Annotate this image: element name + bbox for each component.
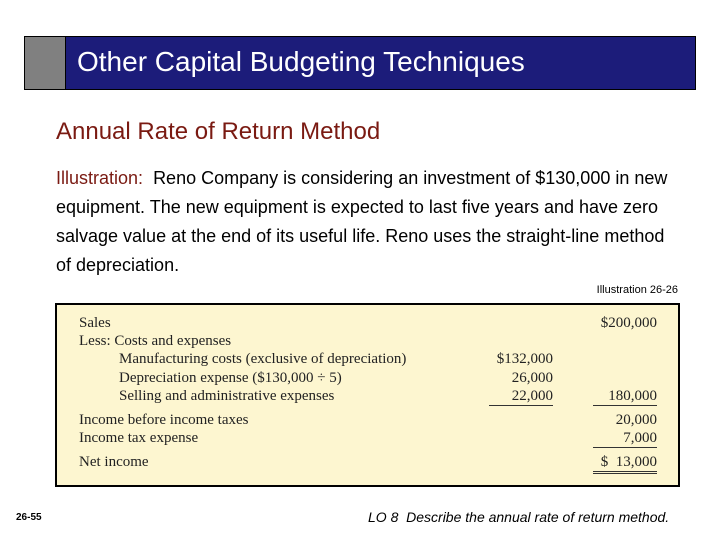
row-value-col2: $200,000 — [600, 315, 657, 331]
illustration-text: Reno Company is considering an investment of $130,000 in new equipment. The new equipment is expected to last five years and have zero salvage value at the end of its useful life. Reno uses the straight-line method of depreciation. — [56, 168, 668, 275]
title-bar — [24, 36, 696, 90]
row-label: Net income — [79, 454, 149, 470]
row-label: Income before income taxes — [79, 412, 249, 428]
row-value-col2: 180,000 — [593, 387, 657, 406]
learning-objective: LO 8 Describe the annual rate of return method. — [368, 509, 670, 525]
row-label: Manufacturing costs (exclusive of depreciation) — [119, 351, 407, 367]
row-value-col2: 20,000 — [615, 412, 657, 428]
page-number: 26-55 — [16, 512, 42, 523]
title-accent-block — [25, 37, 66, 89]
income-statement — [55, 303, 680, 487]
row-value-col2: $ 13,000 — [593, 453, 657, 474]
row-label: Less: Costs and expenses — [79, 333, 232, 349]
row-value-col2: 7,000 — [593, 429, 657, 448]
section-heading: Annual Rate of Return Method — [56, 118, 381, 145]
row-label: Sales — [79, 315, 111, 331]
row-label: Income tax expense — [79, 430, 199, 446]
illustration-lead: Illustration: — [56, 168, 144, 188]
illustration-paragraph — [56, 164, 676, 280]
row-value-col1: $132,000 — [496, 351, 553, 367]
illustration-reference: Illustration 26-26 — [596, 284, 678, 296]
slide-title: Other Capital Budgeting Techniques — [77, 46, 525, 77]
row-value-col1: 22,000 — [489, 387, 553, 406]
row-label: Selling and administrative expenses — [119, 388, 335, 404]
row-label: Depreciation expense ($130,000 ÷ 5) — [119, 370, 342, 386]
row-value-col1: 26,000 — [511, 370, 553, 386]
